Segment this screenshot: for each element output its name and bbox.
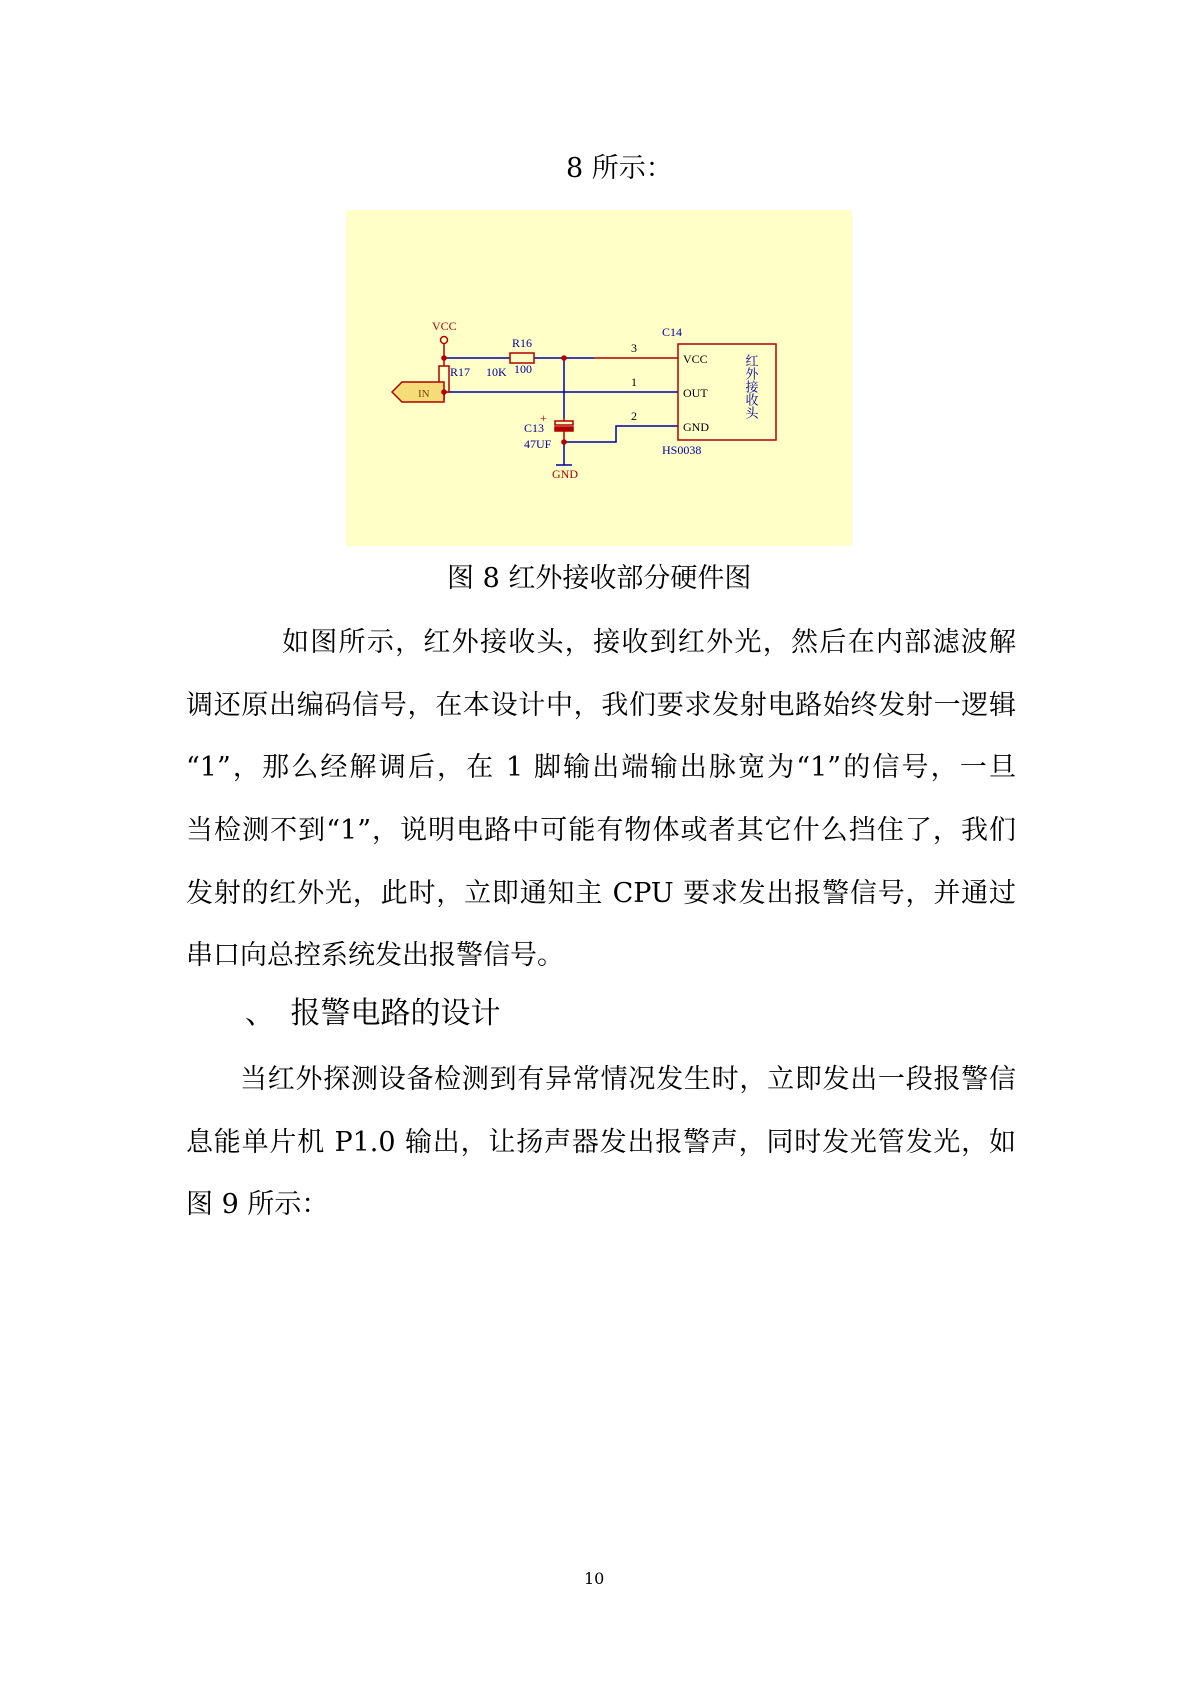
intro-line: 8 所示： [566,153,673,184]
label-gnd: GND [552,467,578,481]
c13-capacitor [555,421,573,425]
page-number: 10 [584,1569,605,1588]
label-r16: R16 [512,336,533,350]
paragraph-1-line-5: 发射的红外光，此时，立即通知主 CPU 要求发出报警信号，并通过 [186,878,1016,909]
section-heading: 、 报警电路的设计 [245,996,501,1031]
label-ic-name: 红外接收头 [742,354,758,419]
label-pin3: 3 [631,341,637,355]
label-r16-value: 100 [514,362,532,376]
figure-caption: 图 8 红外接收部分硬件图 [447,563,752,594]
label-pin2: 2 [631,409,637,423]
paragraph-1-line-2: 调还原出编码信号，在本设计中，我们要求发射电路始终发射一逻辑 [186,690,1016,721]
label-ic-model: HS0038 [662,443,702,457]
paragraph-2-line-1: 当红外探测设备检测到有异常情况发生时，立即发出一段报警信 [240,1064,1016,1095]
label-c13: C13 [524,421,545,435]
label-c14: C14 [662,325,683,339]
label-r17: R17 [450,365,471,379]
vcc-terminal [441,337,448,344]
label-r17-value: 10K [486,365,507,379]
circuit-figure [346,210,852,546]
paragraph-2-line-2: 息能单片机 P1.0 输出，让扬声器发出报警声，同时发光管发光，如 [186,1127,1016,1158]
paragraph-2-line-3: 图 9 所示： [186,1189,329,1220]
label-ic-vcc: VCC [683,352,708,366]
label-plus: + [540,411,547,425]
label-ic-gnd: GND [683,420,709,434]
paragraph-1-line-1: 如图所示，红外接收头，接收到红外光，然后在内部滤波解 [282,627,1016,658]
label-vcc: VCC [432,319,457,333]
paragraph-1-line-6: 串口向总控系统发出报警信号。 [186,940,564,971]
paragraph-1-line-4: 当检测不到“1”，说明电路中可能有物体或者其它什么挡住了，我们 [186,815,1016,846]
circuit-schematic [346,210,852,546]
label-pin1: 1 [631,375,637,389]
paragraph-1-line-3: “1”，那么经解调后，在 1 脚输出端输出脉宽为“1”的信号，一旦 [186,752,1016,783]
label-c13-value: 47UF [524,437,552,451]
c13-capacitor-plate [555,427,573,431]
label-in: IN [418,388,430,400]
label-ic-out: OUT [683,386,708,400]
